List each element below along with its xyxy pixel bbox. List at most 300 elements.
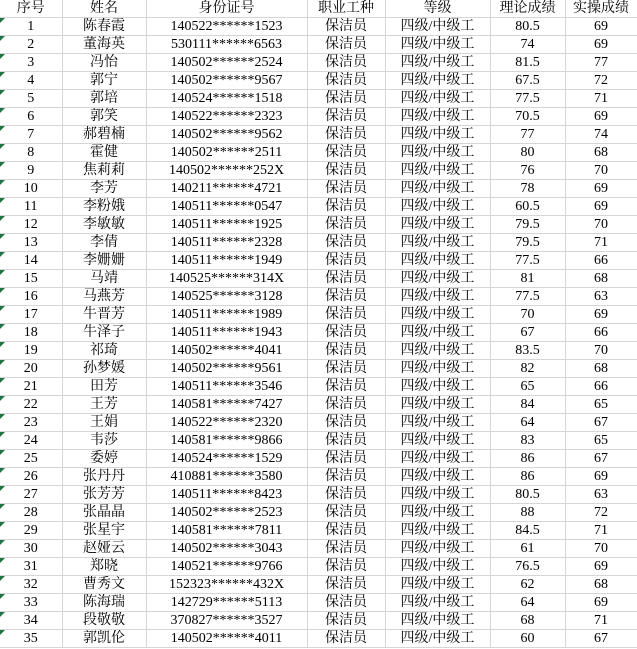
- cell-level[interactable]: 四级/中级工: [385, 504, 490, 522]
- cell-name[interactable]: 郭培: [62, 90, 146, 108]
- cell-level[interactable]: 四级/中级工: [385, 522, 490, 540]
- cell-id-number[interactable]: 140502******9567: [146, 72, 307, 90]
- cell-occupation[interactable]: 保洁员: [307, 36, 385, 54]
- cell-name[interactable]: 冯怡: [62, 54, 146, 72]
- cell-theory-score[interactable]: 77: [490, 126, 565, 144]
- cell-index[interactable]: 18: [0, 324, 62, 342]
- cell-id-number[interactable]: 140524******1518: [146, 90, 307, 108]
- cell-practical-score[interactable]: 65: [565, 396, 637, 414]
- cell-occupation[interactable]: 保洁员: [307, 378, 385, 396]
- column-header-level[interactable]: 等级: [385, 0, 490, 18]
- cell-occupation[interactable]: 保洁员: [307, 324, 385, 342]
- cell-name[interactable]: 马靖: [62, 270, 146, 288]
- cell-id-number[interactable]: 140511******0547: [146, 198, 307, 216]
- cell-level[interactable]: 四级/中级工: [385, 162, 490, 180]
- cell-occupation[interactable]: 保洁员: [307, 180, 385, 198]
- cell-practical-score[interactable]: 69: [565, 18, 637, 36]
- cell-occupation[interactable]: 保洁员: [307, 162, 385, 180]
- column-header-theory-score[interactable]: 理论成绩: [490, 0, 565, 18]
- cell-name[interactable]: 祁琦: [62, 342, 146, 360]
- cell-id-number[interactable]: 140522******1523: [146, 18, 307, 36]
- cell-occupation[interactable]: 保洁员: [307, 126, 385, 144]
- number-stored-as-text-indicator-icon: [0, 198, 5, 203]
- cell-practical-score[interactable]: 67: [565, 630, 637, 648]
- cell-practical-score[interactable]: 69: [565, 198, 637, 216]
- cell-name[interactable]: 郑晓: [62, 558, 146, 576]
- cell-level[interactable]: 四级/中级工: [385, 198, 490, 216]
- number-stored-as-text-indicator-icon: [0, 18, 5, 23]
- table-row: [0, 324, 637, 342]
- cell-practical-score[interactable]: 69: [565, 180, 637, 198]
- cell-id-number[interactable]: 140502******2523: [146, 504, 307, 522]
- cell-id-number[interactable]: 140502******4041: [146, 342, 307, 360]
- cell-id-number[interactable]: 140502******9561: [146, 360, 307, 378]
- cell-theory-score[interactable]: 61: [490, 540, 565, 558]
- cell-occupation[interactable]: 保洁员: [307, 414, 385, 432]
- table-row: [0, 576, 637, 594]
- number-stored-as-text-indicator-icon: [0, 54, 5, 59]
- table-row: [0, 396, 637, 414]
- cell-name[interactable]: 王娟: [62, 414, 146, 432]
- cell-occupation[interactable]: 保洁员: [307, 468, 385, 486]
- cell-theory-score[interactable]: 84.5: [490, 522, 565, 540]
- cell-occupation[interactable]: 保洁员: [307, 270, 385, 288]
- cell-theory-score[interactable]: 79.5: [490, 216, 565, 234]
- cell-id-number[interactable]: 140581******9866: [146, 432, 307, 450]
- number-stored-as-text-indicator-icon: [0, 576, 5, 581]
- cell-theory-score[interactable]: 84: [490, 396, 565, 414]
- table-row: [0, 36, 637, 54]
- cell-level[interactable]: 四级/中级工: [385, 72, 490, 90]
- cell-occupation[interactable]: 保洁员: [307, 252, 385, 270]
- number-stored-as-text-indicator-icon: [0, 162, 5, 167]
- cell-theory-score[interactable]: 68: [490, 612, 565, 630]
- cell-id-number[interactable]: 140511******1925: [146, 216, 307, 234]
- cell-index[interactable]: 23: [0, 414, 62, 432]
- cell-level[interactable]: 四级/中级工: [385, 540, 490, 558]
- cell-occupation[interactable]: 保洁员: [307, 306, 385, 324]
- cell-theory-score[interactable]: 64: [490, 414, 565, 432]
- table-row: [0, 126, 637, 144]
- cell-id-number[interactable]: 140502******2524: [146, 54, 307, 72]
- cell-index[interactable]: 17: [0, 306, 62, 324]
- cell-level[interactable]: 四级/中级工: [385, 360, 490, 378]
- column-header-occupation[interactable]: 职业工种: [307, 0, 385, 18]
- cell-practical-score[interactable]: 68: [565, 360, 637, 378]
- number-stored-as-text-indicator-icon: [0, 396, 5, 401]
- cell-practical-score[interactable]: 74: [565, 126, 637, 144]
- cell-index[interactable]: 3: [0, 54, 62, 72]
- cell-id-number[interactable]: 140511******8423: [146, 486, 307, 504]
- cell-practical-score[interactable]: 67: [565, 414, 637, 432]
- cell-theory-score[interactable]: 62: [490, 576, 565, 594]
- cell-name[interactable]: 王芳: [62, 396, 146, 414]
- cell-theory-score[interactable]: 77.5: [490, 90, 565, 108]
- cell-name[interactable]: 董海英: [62, 36, 146, 54]
- cell-practical-score[interactable]: 65: [565, 432, 637, 450]
- cell-level[interactable]: 四级/中级工: [385, 234, 490, 252]
- cell-name[interactable]: 孙梦媛: [62, 360, 146, 378]
- cell-name[interactable]: 焦莉莉: [62, 162, 146, 180]
- cell-level[interactable]: 四级/中级工: [385, 432, 490, 450]
- cell-level[interactable]: 四级/中级工: [385, 342, 490, 360]
- cell-practical-score[interactable]: 66: [565, 252, 637, 270]
- cell-index[interactable]: 35: [0, 630, 62, 648]
- cell-level[interactable]: 四级/中级工: [385, 144, 490, 162]
- cell-occupation[interactable]: 保洁员: [307, 360, 385, 378]
- cell-id-number[interactable]: 140525******314X: [146, 270, 307, 288]
- number-stored-as-text-indicator-icon: [0, 234, 5, 239]
- cell-id-number[interactable]: 140511******2328: [146, 234, 307, 252]
- cell-index[interactable]: 30: [0, 540, 62, 558]
- cell-practical-score[interactable]: 68: [565, 576, 637, 594]
- cell-theory-score[interactable]: 80.5: [490, 18, 565, 36]
- cell-id-number[interactable]: 140522******2320: [146, 414, 307, 432]
- number-stored-as-text-indicator-icon: [0, 450, 5, 455]
- table-row: [0, 486, 637, 504]
- cell-index[interactable]: 28: [0, 504, 62, 522]
- cell-index[interactable]: 26: [0, 468, 62, 486]
- cell-occupation[interactable]: 保洁员: [307, 450, 385, 468]
- cell-occupation[interactable]: 保洁员: [307, 576, 385, 594]
- cell-id-number[interactable]: 370827******3527: [146, 612, 307, 630]
- number-stored-as-text-indicator-icon: [0, 270, 5, 275]
- cell-id-number[interactable]: 152323******432X: [146, 576, 307, 594]
- cell-level[interactable]: 四级/中级工: [385, 612, 490, 630]
- cell-occupation[interactable]: 保洁员: [307, 198, 385, 216]
- cell-index[interactable]: 15: [0, 270, 62, 288]
- cell-level[interactable]: 四级/中级工: [385, 108, 490, 126]
- cell-name[interactable]: 郭宁: [62, 72, 146, 90]
- cell-index[interactable]: 10: [0, 180, 62, 198]
- table-row: [0, 504, 637, 522]
- cell-level[interactable]: 四级/中级工: [385, 180, 490, 198]
- cell-name[interactable]: 张晶晶: [62, 504, 146, 522]
- cell-id-number[interactable]: 140511******1943: [146, 324, 307, 342]
- cell-index[interactable]: 13: [0, 234, 62, 252]
- number-stored-as-text-indicator-icon: [0, 36, 5, 41]
- cell-occupation[interactable]: 保洁员: [307, 342, 385, 360]
- cell-level[interactable]: 四级/中级工: [385, 630, 490, 648]
- cell-id-number[interactable]: 140502******3043: [146, 540, 307, 558]
- cell-index[interactable]: 31: [0, 558, 62, 576]
- cell-level[interactable]: 四级/中级工: [385, 486, 490, 504]
- cell-id-number[interactable]: 140524******1529: [146, 450, 307, 468]
- cell-theory-score[interactable]: 76: [490, 162, 565, 180]
- cell-theory-score[interactable]: 70.5: [490, 108, 565, 126]
- cell-theory-score[interactable]: 78: [490, 180, 565, 198]
- cell-occupation[interactable]: 保洁员: [307, 18, 385, 36]
- cell-id-number[interactable]: 140502******252X: [146, 162, 307, 180]
- cell-occupation[interactable]: 保洁员: [307, 486, 385, 504]
- cell-practical-score[interactable]: 70: [565, 216, 637, 234]
- table-row: [0, 522, 637, 540]
- cell-theory-score[interactable]: 60.5: [490, 198, 565, 216]
- cell-level[interactable]: 四级/中级工: [385, 576, 490, 594]
- cell-id-number[interactable]: 140211******4721: [146, 180, 307, 198]
- cell-index[interactable]: 9: [0, 162, 62, 180]
- cell-occupation[interactable]: 保洁员: [307, 612, 385, 630]
- column-header-id-number[interactable]: 身份证号: [146, 0, 307, 18]
- cell-id-number[interactable]: 140502******9562: [146, 126, 307, 144]
- cell-name[interactable]: 韦莎: [62, 432, 146, 450]
- cell-name[interactable]: 委婷: [62, 450, 146, 468]
- cell-index[interactable]: 29: [0, 522, 62, 540]
- cell-occupation[interactable]: 保洁员: [307, 630, 385, 648]
- cell-practical-score[interactable]: 66: [565, 324, 637, 342]
- cell-occupation[interactable]: 保洁员: [307, 540, 385, 558]
- cell-level[interactable]: 四级/中级工: [385, 378, 490, 396]
- cell-occupation[interactable]: 保洁员: [307, 504, 385, 522]
- cell-index[interactable]: 4: [0, 72, 62, 90]
- cell-level[interactable]: 四级/中级工: [385, 450, 490, 468]
- cell-theory-score[interactable]: 76.5: [490, 558, 565, 576]
- cell-name[interactable]: 段敬敬: [62, 612, 146, 630]
- cell-index[interactable]: 5: [0, 90, 62, 108]
- cell-name[interactable]: 李粉娥: [62, 198, 146, 216]
- cell-index[interactable]: 25: [0, 450, 62, 468]
- cell-theory-score[interactable]: 79.5: [490, 234, 565, 252]
- cell-theory-score[interactable]: 86: [490, 468, 565, 486]
- cell-occupation[interactable]: 保洁员: [307, 396, 385, 414]
- cell-theory-score[interactable]: 77.5: [490, 288, 565, 306]
- table-body: [0, 18, 637, 648]
- table-row: [0, 180, 637, 198]
- cell-index[interactable]: 7: [0, 126, 62, 144]
- cell-level[interactable]: 四级/中级工: [385, 90, 490, 108]
- cell-theory-score[interactable]: 70: [490, 306, 565, 324]
- cell-theory-score[interactable]: 74: [490, 36, 565, 54]
- header-row: [0, 0, 637, 18]
- cell-name[interactable]: 霍健: [62, 144, 146, 162]
- cell-occupation[interactable]: 保洁员: [307, 522, 385, 540]
- table-row: [0, 198, 637, 216]
- cell-level[interactable]: 四级/中级工: [385, 396, 490, 414]
- cell-name[interactable]: 李倩: [62, 234, 146, 252]
- number-stored-as-text-indicator-icon: [0, 486, 5, 491]
- cell-theory-score[interactable]: 80.5: [490, 486, 565, 504]
- number-stored-as-text-indicator-icon: [0, 144, 5, 149]
- cell-name[interactable]: 张星宇: [62, 522, 146, 540]
- cell-level[interactable]: 四级/中级工: [385, 324, 490, 342]
- column-header-name[interactable]: 姓名: [62, 0, 146, 18]
- cell-practical-score[interactable]: 70: [565, 162, 637, 180]
- cell-id-number[interactable]: 140581******7427: [146, 396, 307, 414]
- cell-level[interactable]: 四级/中级工: [385, 414, 490, 432]
- table-row: [0, 18, 637, 36]
- table-header: [0, 0, 637, 18]
- cell-occupation[interactable]: 保洁员: [307, 216, 385, 234]
- cell-practical-score[interactable]: 70: [565, 540, 637, 558]
- cell-level[interactable]: 四级/中级工: [385, 252, 490, 270]
- cell-name[interactable]: 张丹丹: [62, 468, 146, 486]
- cell-level[interactable]: 四级/中级工: [385, 306, 490, 324]
- number-stored-as-text-indicator-icon: [0, 252, 5, 257]
- table-row: [0, 252, 637, 270]
- cell-level[interactable]: 四级/中级工: [385, 126, 490, 144]
- cell-practical-score[interactable]: 69: [565, 468, 637, 486]
- cell-occupation[interactable]: 保洁员: [307, 54, 385, 72]
- cell-index[interactable]: 6: [0, 108, 62, 126]
- cell-id-number[interactable]: 140581******7811: [146, 522, 307, 540]
- cell-name[interactable]: 李芳: [62, 180, 146, 198]
- cell-id-number[interactable]: 410881******3580: [146, 468, 307, 486]
- cell-name[interactable]: 赵娅云: [62, 540, 146, 558]
- number-stored-as-text-indicator-icon: [0, 594, 5, 599]
- cell-name[interactable]: 李敏敏: [62, 216, 146, 234]
- cell-index[interactable]: 19: [0, 342, 62, 360]
- table-row: [0, 54, 637, 72]
- cell-theory-score[interactable]: 88: [490, 504, 565, 522]
- number-stored-as-text-indicator-icon: [0, 342, 5, 347]
- cell-occupation[interactable]: 保洁员: [307, 234, 385, 252]
- cell-index[interactable]: 14: [0, 252, 62, 270]
- cell-theory-score[interactable]: 81: [490, 270, 565, 288]
- cell-id-number[interactable]: 140521******9766: [146, 558, 307, 576]
- table-row: [0, 216, 637, 234]
- column-header-practical-score[interactable]: 实操成绩: [565, 0, 637, 18]
- cell-practical-score[interactable]: 77: [565, 54, 637, 72]
- cell-index[interactable]: 8: [0, 144, 62, 162]
- cell-practical-score[interactable]: 71: [565, 234, 637, 252]
- cell-name[interactable]: 李姗姗: [62, 252, 146, 270]
- cell-practical-score[interactable]: 69: [565, 558, 637, 576]
- cell-index[interactable]: 16: [0, 288, 62, 306]
- table-row: [0, 468, 637, 486]
- cell-theory-score[interactable]: 77.5: [490, 252, 565, 270]
- cell-index[interactable]: 12: [0, 216, 62, 234]
- cell-occupation[interactable]: 保洁员: [307, 72, 385, 90]
- cell-occupation[interactable]: 保洁员: [307, 288, 385, 306]
- cell-name[interactable]: 郭凯伦: [62, 630, 146, 648]
- cell-index[interactable]: 24: [0, 432, 62, 450]
- cell-occupation[interactable]: 保洁员: [307, 90, 385, 108]
- cell-level[interactable]: 四级/中级工: [385, 216, 490, 234]
- number-stored-as-text-indicator-icon: [0, 108, 5, 113]
- cell-name[interactable]: 陈海瑞: [62, 594, 146, 612]
- cell-level[interactable]: 四级/中级工: [385, 18, 490, 36]
- cell-index[interactable]: 20: [0, 360, 62, 378]
- cell-practical-score[interactable]: 71: [565, 90, 637, 108]
- cell-index[interactable]: 21: [0, 378, 62, 396]
- cell-id-number[interactable]: 140511******1949: [146, 252, 307, 270]
- cell-id-number[interactable]: 530111******6563: [146, 36, 307, 54]
- cell-theory-score[interactable]: 86: [490, 450, 565, 468]
- cell-occupation[interactable]: 保洁员: [307, 144, 385, 162]
- cell-index[interactable]: 32: [0, 576, 62, 594]
- cell-occupation[interactable]: 保洁员: [307, 558, 385, 576]
- cell-name[interactable]: 郭笑: [62, 108, 146, 126]
- cell-index[interactable]: 2: [0, 36, 62, 54]
- cell-id-number[interactable]: 140502******2511: [146, 144, 307, 162]
- cell-theory-score[interactable]: 60: [490, 630, 565, 648]
- cell-index[interactable]: 22: [0, 396, 62, 414]
- table-row: [0, 234, 637, 252]
- cell-name[interactable]: 曹秀文: [62, 576, 146, 594]
- cell-practical-score[interactable]: 68: [565, 144, 637, 162]
- cell-theory-score[interactable]: 65: [490, 378, 565, 396]
- cell-practical-score[interactable]: 66: [565, 378, 637, 396]
- cell-index[interactable]: 1: [0, 18, 62, 36]
- cell-theory-score[interactable]: 67.5: [490, 72, 565, 90]
- cell-level[interactable]: 四级/中级工: [385, 558, 490, 576]
- number-stored-as-text-indicator-icon: [0, 432, 5, 437]
- cell-name[interactable]: 牛泽子: [62, 324, 146, 342]
- cell-practical-score[interactable]: 69: [565, 108, 637, 126]
- cell-theory-score[interactable]: 83: [490, 432, 565, 450]
- table-row: [0, 360, 637, 378]
- cell-id-number[interactable]: 140511******3546: [146, 378, 307, 396]
- cell-id-number[interactable]: 142729******5113: [146, 594, 307, 612]
- cell-occupation[interactable]: 保洁员: [307, 108, 385, 126]
- table-row: [0, 378, 637, 396]
- table-row: [0, 342, 637, 360]
- cell-practical-score[interactable]: 70: [565, 342, 637, 360]
- cell-theory-score[interactable]: 81.5: [490, 54, 565, 72]
- cell-id-number[interactable]: 140502******4011: [146, 630, 307, 648]
- cell-occupation[interactable]: 保洁员: [307, 594, 385, 612]
- cell-id-number[interactable]: 140522******2323: [146, 108, 307, 126]
- cell-name[interactable]: 郝碧楠: [62, 126, 146, 144]
- cell-practical-score[interactable]: 71: [565, 522, 637, 540]
- table-row: [0, 288, 637, 306]
- cell-level[interactable]: 四级/中级工: [385, 270, 490, 288]
- cell-level[interactable]: 四级/中级工: [385, 288, 490, 306]
- cell-theory-score[interactable]: 80: [490, 144, 565, 162]
- table-row: [0, 144, 637, 162]
- cell-practical-score[interactable]: 71: [565, 612, 637, 630]
- table-row: [0, 630, 637, 648]
- cell-level[interactable]: 四级/中级工: [385, 468, 490, 486]
- cell-theory-score[interactable]: 83.5: [490, 342, 565, 360]
- cell-practical-score[interactable]: 69: [565, 306, 637, 324]
- number-stored-as-text-indicator-icon: [0, 414, 5, 419]
- cell-theory-score[interactable]: 67: [490, 324, 565, 342]
- cell-index[interactable]: 27: [0, 486, 62, 504]
- number-stored-as-text-indicator-icon: [0, 126, 5, 131]
- column-header-index[interactable]: 序号: [0, 0, 62, 18]
- number-stored-as-text-indicator-icon: [0, 360, 5, 365]
- table-row: [0, 594, 637, 612]
- cell-practical-score[interactable]: 68: [565, 270, 637, 288]
- table-row: [0, 270, 637, 288]
- cell-name[interactable]: 牛晋芳: [62, 306, 146, 324]
- cell-theory-score[interactable]: 82: [490, 360, 565, 378]
- cell-index[interactable]: 34: [0, 612, 62, 630]
- cell-practical-score[interactable]: 72: [565, 504, 637, 522]
- cell-level[interactable]: 四级/中级工: [385, 594, 490, 612]
- cell-practical-score[interactable]: 63: [565, 486, 637, 504]
- cell-name[interactable]: 田芳: [62, 378, 146, 396]
- cell-theory-score[interactable]: 64: [490, 594, 565, 612]
- cell-level[interactable]: 四级/中级工: [385, 36, 490, 54]
- cell-index[interactable]: 11: [0, 198, 62, 216]
- cell-name[interactable]: 陈春霞: [62, 18, 146, 36]
- cell-id-number[interactable]: 140525******3128: [146, 288, 307, 306]
- cell-id-number[interactable]: 140511******1989: [146, 306, 307, 324]
- cell-index[interactable]: 33: [0, 594, 62, 612]
- cell-practical-score[interactable]: 69: [565, 594, 637, 612]
- cell-practical-score[interactable]: 67: [565, 450, 637, 468]
- cell-practical-score[interactable]: 69: [565, 36, 637, 54]
- cell-level[interactable]: 四级/中级工: [385, 54, 490, 72]
- table-row: [0, 72, 637, 90]
- cell-practical-score[interactable]: 72: [565, 72, 637, 90]
- cell-name[interactable]: 张芳芳: [62, 486, 146, 504]
- cell-name[interactable]: 马燕芳: [62, 288, 146, 306]
- cell-practical-score[interactable]: 63: [565, 288, 637, 306]
- cell-occupation[interactable]: 保洁员: [307, 432, 385, 450]
